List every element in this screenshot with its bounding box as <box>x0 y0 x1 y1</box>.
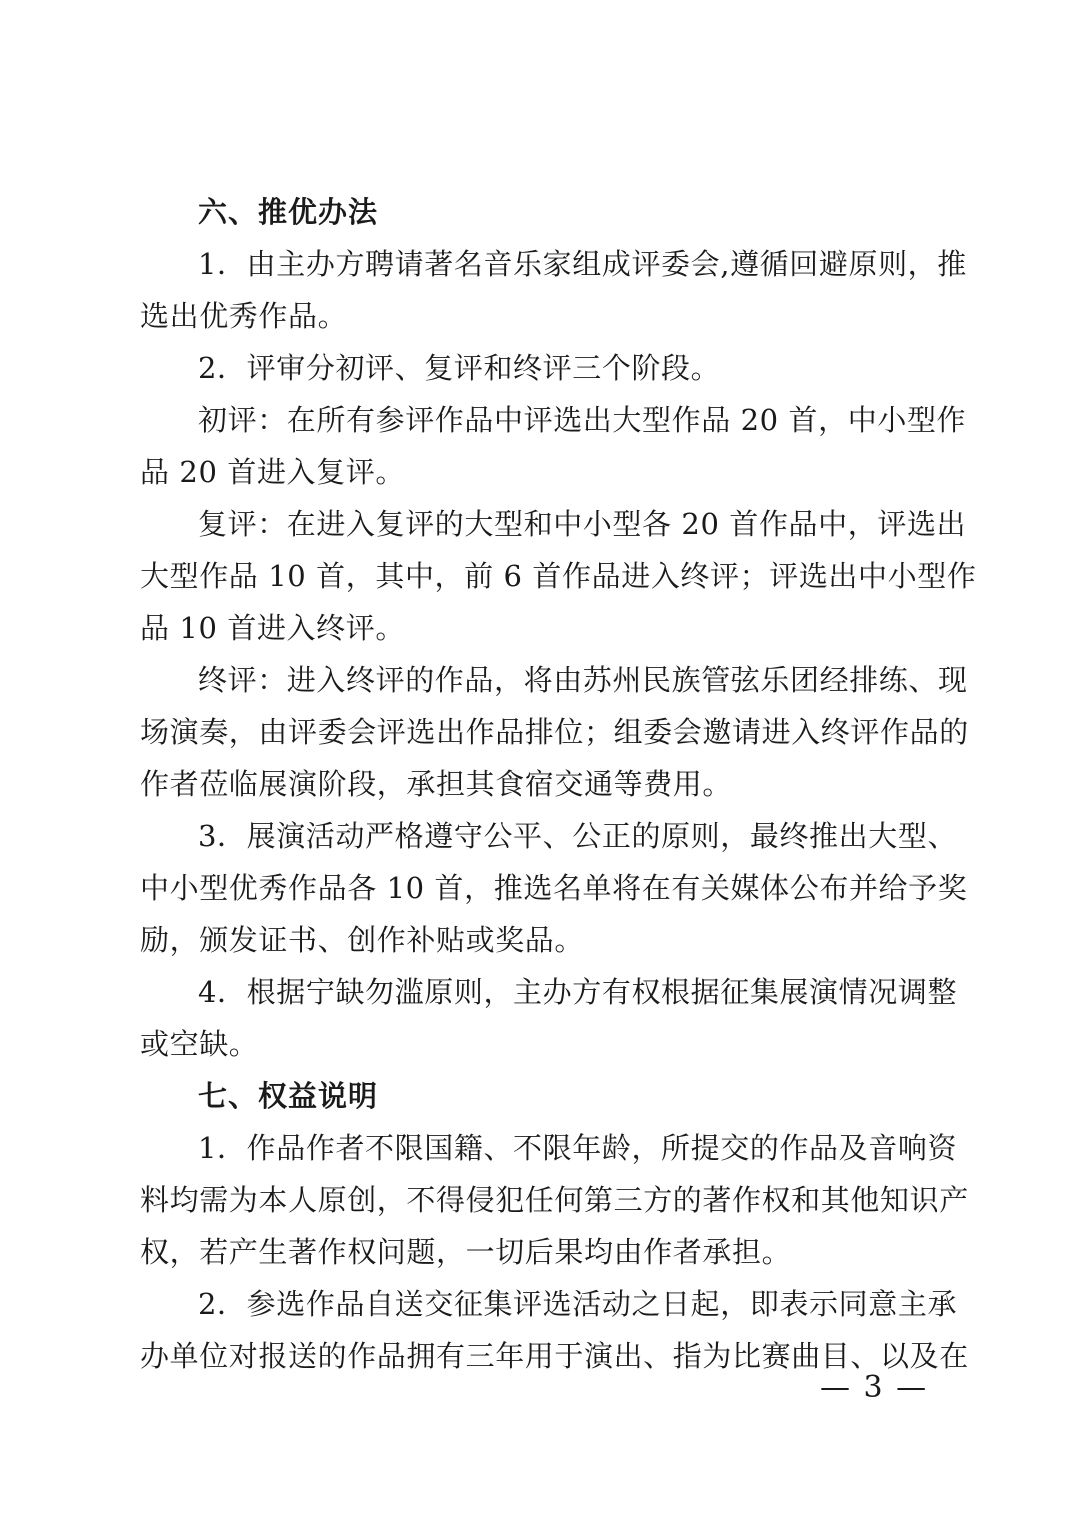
paragraph-line: 场演奏，由评委会评选出作品排位；组委会邀请进入终评作品的 <box>140 715 969 749</box>
paragraph-line: 大型作品 10 首，其中，前 6 首作品进入终评；评选出中小型作 <box>140 559 977 593</box>
section-heading-seven: 七、权益说明 <box>198 1079 379 1113</box>
paragraph-line: 励，颁发证书、创作补贴或奖品。 <box>140 923 585 957</box>
paragraph-line: 品 10 首进入终评。 <box>140 611 405 645</box>
paragraph-line: 办单位对报送的作品拥有三年用于演出、指为比赛曲目、以及在 <box>140 1339 969 1373</box>
paragraph-line: 料均需为本人原创，不得侵犯任何第三方的著作权和其他知识产 <box>140 1183 969 1217</box>
paragraph-line: 2．评审分初评、复评和终评三个阶段。 <box>198 351 721 385</box>
paragraph-line: 选出优秀作品。 <box>140 299 348 333</box>
paragraph-line: 1．作品作者不限国籍、不限年龄，所提交的作品及音响资 <box>198 1131 958 1165</box>
paragraph-line: 3．展演活动严格遵守公平、公正的原则，最终推出大型、 <box>198 819 958 853</box>
paragraph-line: 权，若产生著作权问题，一切后果均由作者承担。 <box>140 1235 792 1269</box>
paragraph-line: 复评：在进入复评的大型和中小型各 20 首作品中，评选出 <box>198 507 967 541</box>
page-number: — 3 — <box>820 1370 929 1405</box>
paragraph-line: 作者莅临展演阶段，承担其食宿交通等费用。 <box>140 767 733 801</box>
paragraph-line: 或空缺。 <box>140 1027 259 1061</box>
paragraph-line: 终评：进入终评的作品，将由苏州民族管弦乐团经排练、现 <box>198 663 968 697</box>
paragraph-line: 1．由主办方聘请著名音乐家组成评委会,遵循回避原则，推 <box>198 247 967 281</box>
document-body <box>140 186 977 1382</box>
paragraph-line: 初评：在所有参评作品中评选出大型作品 20 首，中小型作 <box>198 403 967 437</box>
paragraph-line: 2．参选作品自送交征集评选活动之日起，即表示同意主承 <box>198 1287 958 1321</box>
paragraph-line: 4．根据宁缺勿滥原则，主办方有权根据征集展演情况调整 <box>198 975 958 1009</box>
paragraph-line: 品 20 首进入复评。 <box>140 455 405 489</box>
section-heading-six: 六、推优办法 <box>198 195 379 229</box>
paragraph-line: 中小型优秀作品各 10 首，推选名单将在有关媒体公布并给予奖 <box>140 871 968 905</box>
